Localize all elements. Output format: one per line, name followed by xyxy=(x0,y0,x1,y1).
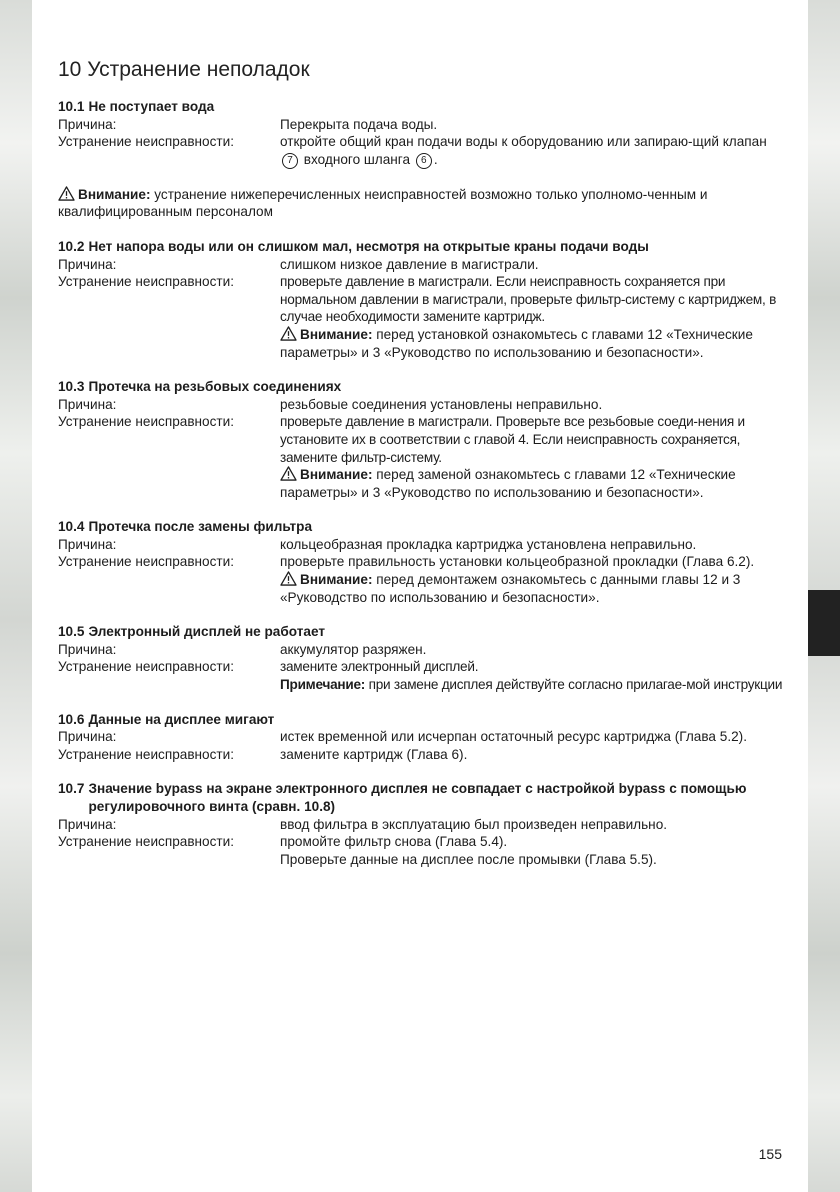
section-title: Данные на дисплее мигают xyxy=(88,711,275,727)
section-heading xyxy=(58,623,784,641)
section-number: 10.7 xyxy=(58,781,85,797)
cause-row xyxy=(58,816,784,834)
section-heading xyxy=(58,238,784,256)
cause-label: Причина: xyxy=(58,729,117,745)
hose-number-badge: 6 xyxy=(416,153,432,169)
cause-text: резьбовые соединения установлены неправильно. xyxy=(280,396,603,412)
fix-text-part: входного шланга xyxy=(303,151,411,167)
fix-row xyxy=(58,658,784,693)
fix-text: проверьте давление в магистрали. Если неисправность сохраняется при нормальном давлении в магистрали, проверьте фильтр-систему с картриджем, в случае необходимости замените картридж. xyxy=(280,274,777,325)
cause-row xyxy=(58,256,784,274)
section-title: Нет напора воды или он слишком мал, несмотря на открытые краны подачи воды xyxy=(88,238,649,254)
section-number: 10.6 xyxy=(58,711,85,727)
section-heading xyxy=(58,780,784,815)
cause-label: Причина: xyxy=(58,536,117,552)
cause-text: ввод фильтра в эксплуатацию был произведен неправильно. xyxy=(280,816,668,832)
page-title: 10 Устранение неполадок xyxy=(58,58,310,81)
fix-label: Устранение неисправности: xyxy=(58,659,234,675)
fix-text-part: откройте общий кран подачи воды к оборудованию или запираю-щий клапан xyxy=(280,134,767,150)
warning-label: Внимание: xyxy=(300,467,373,483)
section-warning xyxy=(280,466,784,501)
cause-row xyxy=(58,641,784,659)
section-10-7 xyxy=(58,780,784,868)
fix-label: Устранение неисправности: xyxy=(58,554,234,570)
section-10-6 xyxy=(58,711,784,764)
fix-label: Устранение неисправности: xyxy=(58,414,234,430)
section-heading xyxy=(58,378,784,396)
warning-text: устранение нижеперечисленных неисправностей возможно только уполномо-ченным и квалифицированным персоналом xyxy=(58,186,708,220)
cause-text: истек временной или исчерпан остаточный ресурс картриджа (Глава 5.2). xyxy=(280,729,747,745)
section-number: 10.1 xyxy=(58,99,85,114)
cause-text: слишком низкое давление в магистрали. xyxy=(280,256,539,272)
valve-number-badge: 7 xyxy=(282,153,298,169)
cause-row xyxy=(58,396,784,414)
warning-text: перед демонтажем ознакомьтесь с данными главы 12 и 3 «Руководство по использованию и безопасности». xyxy=(280,572,741,605)
general-warning xyxy=(58,186,784,221)
page-number: 155 xyxy=(758,1146,782,1162)
fix-text: проверьте правильность установки кольцеобразной прокладки (Глава 6.2). xyxy=(280,554,755,570)
fix-label: Устранение неисправности: xyxy=(58,274,234,290)
warning-triangle-icon xyxy=(280,466,297,481)
cause-text: аккумулятор разряжен. xyxy=(280,641,427,657)
section-10-2 xyxy=(58,238,784,361)
section-warning xyxy=(280,571,784,606)
warning-triangle-icon xyxy=(280,326,297,341)
cause-label: Причина: xyxy=(58,816,117,832)
section-number: 10.2 xyxy=(58,238,85,254)
note-text: при замене дисплея действуйте согласно прилагае-мой инструкции xyxy=(368,677,783,693)
warning-triangle-icon xyxy=(280,571,297,586)
warning-triangle-icon xyxy=(58,186,75,201)
section-number: 10.5 xyxy=(58,624,85,640)
section-number: 10.3 xyxy=(58,379,85,395)
warning-label: Внимание: xyxy=(300,572,373,588)
cause-row xyxy=(58,728,784,746)
fix-text: замените электронный дисплей. xyxy=(280,659,479,675)
section-heading xyxy=(58,98,784,116)
chapter-tab-marker xyxy=(808,590,840,656)
section-10-1 xyxy=(58,98,784,169)
cause-label: Причина: xyxy=(58,396,117,412)
section-title: Не поступает вода xyxy=(88,99,215,114)
section-10-3 xyxy=(58,378,784,501)
fix-label: Устранение неисправности: xyxy=(58,134,234,150)
cause-label: Причина: xyxy=(58,256,117,272)
section-number: 10.4 xyxy=(58,519,85,535)
fix-row xyxy=(58,553,784,606)
fix-row xyxy=(58,746,784,764)
fix-text-continued: Проверьте данные на дисплее после промывки (Глава 5.5). xyxy=(280,851,657,867)
cause-row xyxy=(58,116,784,134)
section-heading xyxy=(58,711,784,729)
section-heading xyxy=(58,518,784,536)
fix-text-part: . xyxy=(433,151,438,167)
warning-text: перед установкой ознакомьтесь с главами 12 «Технические параметры» и 3 «Руководство по использованию и безопасности». xyxy=(280,326,753,360)
cause-text: Перекрыта подача воды. xyxy=(280,116,438,132)
section-warning xyxy=(280,326,784,361)
warning-label: Внимание: xyxy=(300,326,373,342)
fix-row xyxy=(58,133,784,169)
section-note xyxy=(280,676,784,694)
fix-label: Устранение неисправности: xyxy=(58,834,234,850)
section-title: Протечка после замены фильтра xyxy=(88,519,313,535)
warning-text: перед заменой ознакомьтесь с главами 12 «Технические параметры» и 3 «Руководство по использованию и безопасности». xyxy=(280,467,736,500)
troubleshooting-content xyxy=(58,98,784,885)
cause-text: кольцеобразная прокладка картриджа установлена неправильно. xyxy=(280,536,697,552)
section-title: Протечка на резьбовых соединениях xyxy=(88,379,342,395)
section-title: Значение bypass на экране электронного дисплея не совпадает с настройкой bypass с помощью регулировочного винта (сравн. 10.8) xyxy=(88,781,747,814)
section-title: Электронный дисплей не работает xyxy=(88,624,325,640)
section-10-4 xyxy=(58,518,784,606)
warning-label: Внимание: xyxy=(78,186,151,202)
section-10-5 xyxy=(58,623,784,693)
fix-row xyxy=(58,833,784,868)
fix-text: проверьте давление в магистрали. Проверьте все резьбовые соеди-нения и установите их в соответствии с главой 4. Если неисправность сохраняется, замените фильтр-систему. xyxy=(280,414,745,465)
fix-row xyxy=(58,273,784,361)
cause-label: Причина: xyxy=(58,116,117,132)
cause-row xyxy=(58,536,784,554)
fix-text: промойте фильтр снова (Глава 5.4). xyxy=(280,834,508,850)
fix-row xyxy=(58,413,784,501)
note-label: Примечание: xyxy=(280,677,366,693)
fix-text xyxy=(280,133,784,169)
fix-label: Устранение неисправности: xyxy=(58,746,234,762)
fix-text: замените картридж (Глава 6). xyxy=(280,746,468,762)
cause-label: Причина: xyxy=(58,641,117,657)
decorative-left-margin xyxy=(0,0,32,1192)
